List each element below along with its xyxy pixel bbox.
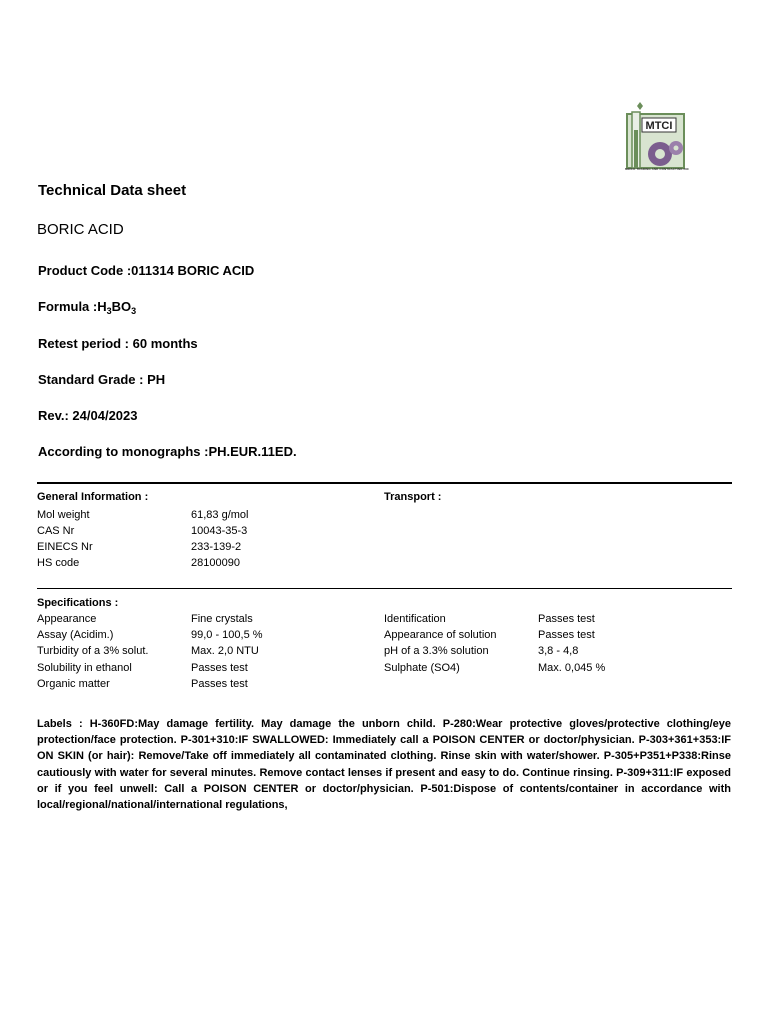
product-code: Product Code :011314 BORIC ACID [38, 263, 255, 278]
general-row-value: 10043-35-3 [191, 525, 248, 537]
general-row-value: 61,83 g/mol [191, 509, 249, 521]
divider [37, 588, 732, 589]
spec-value: Max. 2,0 NTU [191, 645, 259, 657]
spec-value: Passes test [538, 613, 595, 625]
spec-value: Passes test [191, 678, 248, 690]
hazard-labels-paragraph: Labels : H-360FD:May damage fertility. May damage the unborn child. P-280:Wear protective gloves/protective clothing/eye protection/face protection. P-301+310:IF SWALLOWED: Immediately call a POISON CENTER or doctor/physician. P-303+361+353:IF ON SKIN (or hair): Remove/Take off immediately all contaminated clothing. Rinse skin with water/shower. P-305+P351+P338:Rinse cautiously with water for several minutes. Remove contact lenses if present and easy to do. Continue rinsing. P-309+311:IF exposed or if you feel unwell: Call a POISON CENTER or doctor/physician. P-501:Dispose of contents/container in accordance with local/regional/national/international regulations, [37, 718, 731, 812]
spec-label: Identification [384, 613, 446, 625]
spec-label: pH of a 3.3% solution [384, 645, 489, 657]
spec-label: Appearance [37, 613, 97, 625]
revision: Rev.: 24/04/2023 [38, 408, 138, 423]
general-row-value: 28100090 [191, 557, 240, 569]
specifications-heading: Specifications : [37, 597, 119, 609]
spec-label: Assay (Acidim.) [37, 629, 114, 641]
spec-label: Solubility in ethanol [37, 662, 132, 674]
general-row-value: 233-139-2 [191, 541, 242, 553]
general-information-heading: General Information : [37, 491, 149, 503]
retest-period: Retest period : 60 months [38, 336, 198, 351]
product-name: BORIC ACID [37, 221, 124, 238]
spec-value: Fine crystals [191, 613, 253, 625]
spec-value: Passes test [191, 662, 248, 674]
svg-text:MTCI: MTCI [645, 120, 673, 132]
monographs: According to monographs :PH.EUR.11ED. [38, 444, 297, 459]
document-title: Technical Data sheet [38, 182, 187, 199]
spec-value: Passes test [538, 629, 595, 641]
standard-grade: Standard Grade : PH [38, 372, 166, 387]
mtci-logo-icon [624, 100, 688, 174]
formula: Formula $:H_3BO_3$ [38, 299, 137, 316]
spec-label: Organic matter [37, 678, 110, 690]
general-row-label: Mol weight [37, 509, 90, 521]
spec-value: 3,8 - 4,8 [538, 645, 579, 657]
divider [37, 482, 732, 484]
transport-heading: Transport : [384, 491, 442, 503]
general-row-label: CAS Nr [37, 525, 75, 537]
spec-label: Appearance of solution [384, 629, 497, 641]
spec-value: Max. 0,045 % [538, 662, 606, 674]
spec-label: Turbidity of a 3% solut. [37, 645, 149, 657]
spec-value: 99,0 - 100,5 % [191, 629, 263, 641]
general-row-label: EINECS Nr [37, 541, 93, 553]
general-row-label: HS code [37, 557, 80, 569]
spec-label: Sulphate (SO4) [384, 662, 460, 674]
logo-tagline: MIRCO TRADING AND CONTRACTING INC [624, 167, 690, 171]
